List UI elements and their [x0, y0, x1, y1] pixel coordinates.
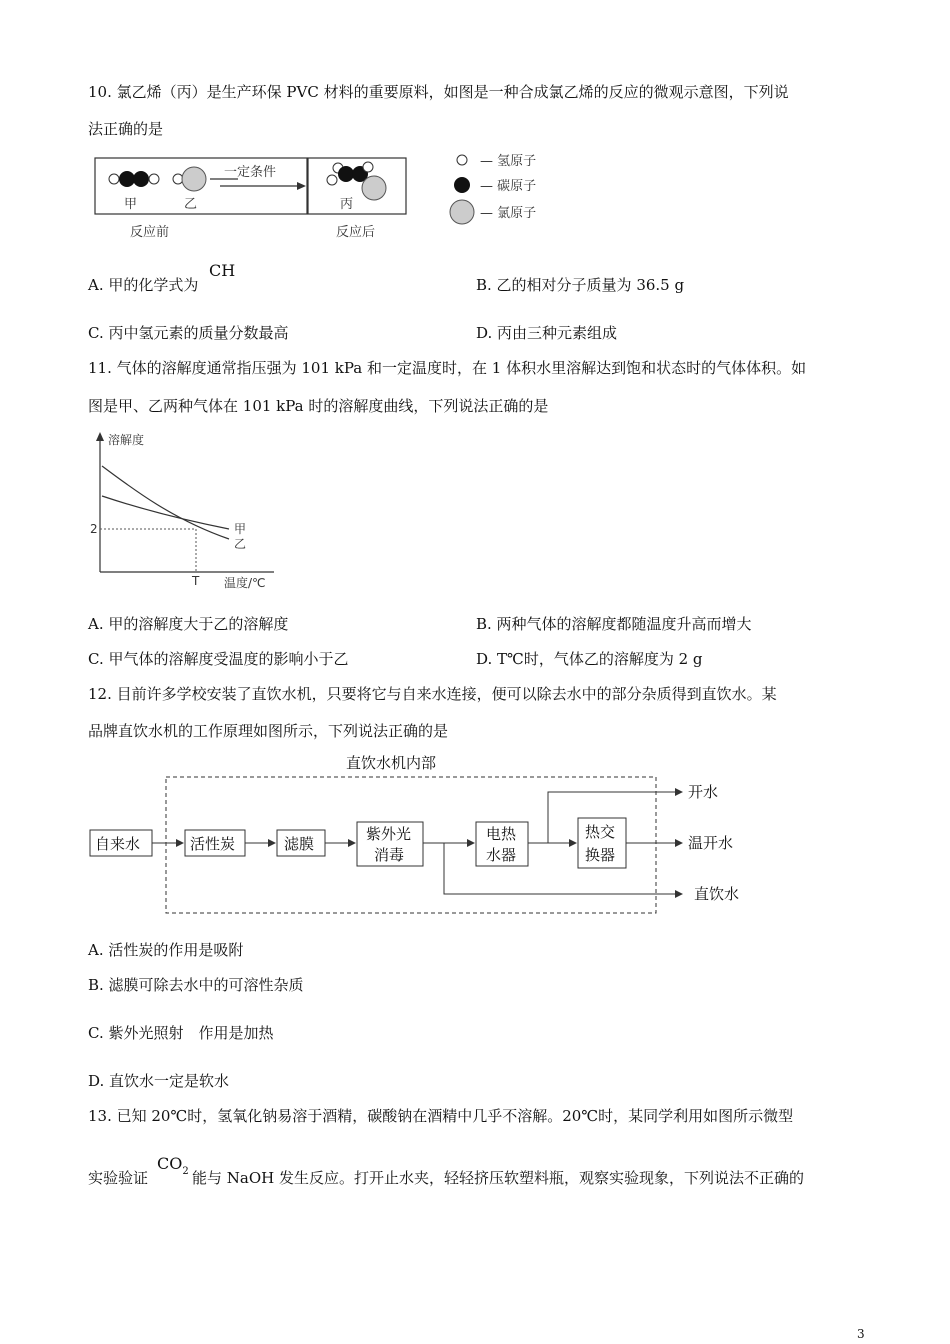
- q11-option-b[interactable]: B. 两种气体的溶解度都随温度升高而增大: [476, 615, 752, 633]
- q12-stem-line2: 品牌直饮水机的工作原理如图所示，下列说法正确的是: [88, 722, 449, 740]
- q12-uv-label-1: 紫外光: [366, 825, 412, 843]
- q10-option-c[interactable]: C. 丙中氢元素的质量分数最高: [88, 324, 289, 342]
- q12-stem-line1: 12. 目前许多学校安装了直饮水机，只要将它与自来水连接，便可以除去水中的部分杂质得到直饮水。某: [88, 685, 777, 703]
- q12-flow-diagram: [84, 748, 784, 918]
- q12-uv-label-2: 消毒: [374, 846, 405, 864]
- q11-solubility-chart: [84, 430, 284, 595]
- q12-output-warm: 温开水: [688, 834, 734, 852]
- q10-option-d[interactable]: D. 丙由三种元素组成: [476, 324, 618, 342]
- q12-diagram-title: 直饮水机内部: [346, 754, 437, 772]
- q12-output-direct: 直饮水: [694, 885, 740, 903]
- q12-option-d[interactable]: D. 直饮水一定是软水: [88, 1072, 230, 1090]
- q10-reaction-diagram: [90, 148, 580, 244]
- q13-formula: [157, 1155, 189, 1176]
- q13-stem-line2b: 能与 NaOH 发生反应。打开止水夹，轻轻挤压软塑料瓶，观察实验现象，下列说法不正确的: [192, 1169, 804, 1187]
- q10-before-label: 反应前: [130, 225, 170, 240]
- q10-stem-line1: 10. 氯乙烯（丙）是生产环保 PVC 材料的重要原料，如图是一种合成氯乙烯的反应的微观示意图，下列说: [88, 83, 789, 101]
- q12-output-boiling: 开水: [688, 783, 719, 801]
- q11-stem-line2: 图是甲、乙两种气体在 101 kPa 时的溶解度曲线，下列说法正确的是: [88, 397, 549, 415]
- q13-formula-main: CO: [157, 1154, 183, 1173]
- q11-series-yi: 乙: [234, 537, 247, 551]
- q12-exchanger-label-2: 换器: [585, 846, 616, 864]
- q10-label-jia: 甲: [124, 197, 138, 212]
- q13-stem-line1: 13. 已知 20℃时，氢氧化钠易溶于酒精，碳酸钠在酒精中几乎不溶解。20℃时，某同学利用如图所示微型: [88, 1107, 794, 1125]
- q12-heater-label-1: 电热: [486, 825, 517, 843]
- q12-heater-label-2: 水器: [486, 846, 517, 864]
- q11-y-tick-2: 2: [90, 522, 98, 536]
- q10-after-label: 反应后: [336, 225, 376, 240]
- q11-option-a[interactable]: A. 甲的溶解度大于乙的溶解度: [88, 615, 289, 633]
- q12-source-label: 自来水: [95, 835, 141, 853]
- hydrogen-atom-icon: [457, 155, 467, 165]
- q10-legend-hydrogen: — 氢原子: [480, 154, 537, 169]
- q11-curve-jia: [102, 496, 229, 529]
- page-number: 3: [857, 1327, 865, 1341]
- q10-option-b[interactable]: B. 乙的相对分子质量为 36.5 g: [476, 276, 685, 294]
- q11-stem-line1: 11. 气体的溶解度通常指压强为 101 kPa 和一定温度时，在 1 体积水里溶解达到饱和状态时的气体体积。如: [88, 359, 807, 377]
- q12-carbon-label: 活性炭: [190, 835, 236, 853]
- q11-series-jia: 甲: [234, 522, 247, 536]
- q11-x-axis-label: 温度/℃: [224, 576, 266, 590]
- q12-option-c[interactable]: C. 紫外光照射 作用是加热: [88, 1024, 274, 1042]
- q10-option-a[interactable]: A. 甲的化学式为: [88, 276, 199, 294]
- q12-option-a[interactable]: A. 活性炭的作用是吸附: [88, 941, 244, 959]
- q12-membrane-label: 滤膜: [284, 835, 315, 853]
- q13-formula-sub: 2: [182, 1166, 189, 1177]
- q12-option-b[interactable]: B. 滤膜可除去水中的可溶性杂质: [88, 976, 304, 994]
- q10-legend-carbon: — 碳原子: [480, 179, 537, 194]
- q10-condition-label: 一定条件: [224, 165, 277, 180]
- carbon-atom-icon: [454, 177, 470, 193]
- q11-x-tick-t: T: [192, 574, 200, 588]
- q10-label-yi: 乙: [184, 197, 198, 212]
- q12-exchanger-label-1: 热交: [585, 823, 616, 841]
- q10-label-bing: 丙: [340, 197, 354, 212]
- q10-stem-line2: 法正确的是: [88, 120, 164, 138]
- q13-stem-line2a: 实验验证: [88, 1169, 149, 1187]
- q11-y-axis-label: 溶解度: [108, 433, 145, 447]
- q11-option-c[interactable]: C. 甲气体的溶解度受温度的影响小于乙: [88, 650, 349, 668]
- q11-option-d[interactable]: D. T℃时，气体乙的溶解度为 2 g: [476, 650, 703, 668]
- q10-legend-chlorine: — 氯原子: [480, 206, 537, 221]
- q10-option-a-formula: CH: [209, 261, 236, 280]
- chlorine-atom-icon: [450, 200, 474, 224]
